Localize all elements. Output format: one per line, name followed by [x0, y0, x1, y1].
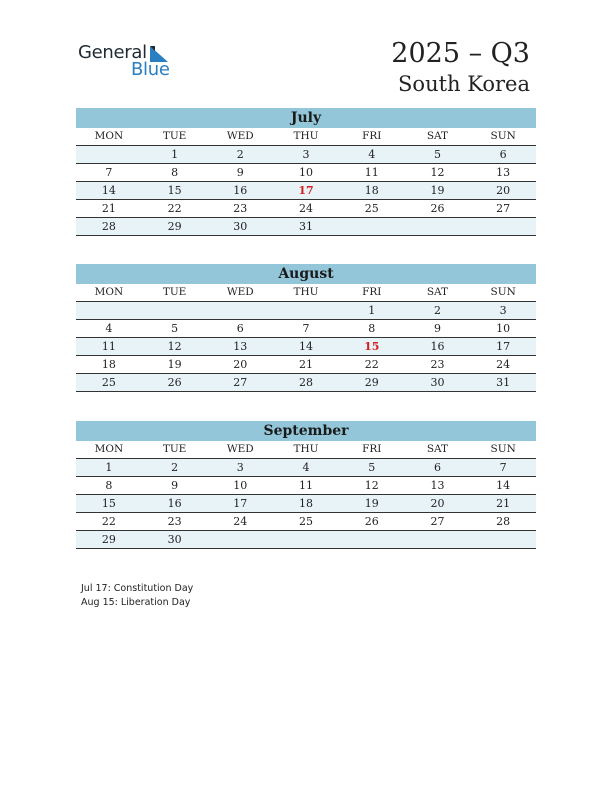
date-cell [76, 146, 142, 163]
date-cell [405, 218, 471, 235]
date-cell: 25 [299, 515, 314, 528]
weekday-label: SAT [426, 130, 449, 142]
weekday-label: SAT [426, 286, 449, 298]
weekday-label: MON [94, 286, 124, 298]
date-cell: 9 [433, 322, 441, 335]
date-cell: 9 [236, 166, 244, 179]
week-row [76, 146, 536, 164]
date-cell: 10 [496, 322, 511, 335]
weekday-label: SUN [490, 286, 516, 298]
date-cell: 2 [171, 461, 179, 474]
weekday-label: MON [94, 443, 124, 455]
date-cell [273, 531, 339, 548]
date-cell: 21 [496, 497, 511, 510]
date-cell: 3 [302, 148, 310, 161]
date-cell: 30 [233, 220, 248, 233]
weekday-label: SUN [490, 443, 516, 455]
week-row [76, 495, 536, 513]
date-cell: 24 [496, 358, 511, 371]
date-cell: 12 [430, 166, 445, 179]
date-cell: 31 [496, 376, 511, 389]
date-cell [76, 302, 142, 319]
weekday-label: WED [226, 443, 254, 455]
date-cell: 28 [299, 376, 314, 389]
date-cell: 19 [364, 497, 379, 510]
date-cell: 27 [233, 376, 248, 389]
date-cell: 11 [364, 166, 379, 179]
week-row [76, 531, 536, 549]
weekday-label: TUE [162, 130, 187, 142]
date-cell: 2 [433, 304, 441, 317]
date-cell: 5 [368, 461, 376, 474]
holiday-note: Aug 15: Liberation Day [81, 597, 191, 608]
date-cell: 21 [299, 358, 314, 371]
date-cell [339, 531, 405, 548]
date-cell: 15 [167, 184, 182, 197]
week-row [76, 513, 536, 531]
date-cell: 6 [433, 461, 441, 474]
date-cell: 25 [364, 202, 379, 215]
weekday-label: WED [226, 286, 254, 298]
date-cell: 18 [299, 497, 314, 510]
date-cell: 16 [167, 497, 182, 510]
date-cell: 5 [433, 148, 441, 161]
date-cell: 1 [368, 304, 376, 317]
date-cell: 1 [171, 148, 179, 161]
week-row [76, 374, 536, 392]
date-cell: 16 [233, 184, 248, 197]
date-cell: 5 [171, 322, 179, 335]
generalblue-logo [78, 42, 178, 82]
weekday-label: FRI [362, 443, 382, 455]
weekday-label: THU [293, 286, 319, 298]
date-cell [470, 218, 536, 235]
date-cell: 24 [299, 202, 314, 215]
weekday-label: SUN [490, 130, 516, 142]
date-cell: 2 [236, 148, 244, 161]
holiday-date-cell: 17 [298, 184, 314, 197]
month-name: July [76, 108, 536, 128]
date-cell: 20 [233, 358, 248, 371]
date-cell: 20 [430, 497, 445, 510]
date-cell: 7 [105, 166, 113, 179]
week-row [76, 302, 536, 320]
date-cell: 13 [233, 340, 248, 353]
week-row [76, 356, 536, 374]
date-cell: 28 [101, 220, 116, 233]
month-september [76, 421, 536, 549]
date-cell [405, 531, 471, 548]
date-cell: 25 [101, 376, 116, 389]
date-cell: 27 [430, 515, 445, 528]
date-cell: 29 [364, 376, 379, 389]
week-row [76, 218, 536, 236]
week-row [76, 164, 536, 182]
date-cell: 18 [364, 184, 379, 197]
date-cell: 4 [105, 322, 113, 335]
date-cell: 11 [101, 340, 116, 353]
date-cell: 9 [171, 479, 179, 492]
weekday-label: SAT [426, 443, 449, 455]
date-cell: 8 [171, 166, 179, 179]
weekday-header-row [76, 441, 536, 459]
date-cell [470, 531, 536, 548]
date-cell: 19 [167, 358, 182, 371]
date-cell: 22 [364, 358, 379, 371]
date-cell [207, 531, 273, 548]
date-cell: 30 [167, 533, 182, 546]
date-cell: 26 [364, 515, 379, 528]
month-name: August [76, 264, 536, 284]
weekday-label: TUE [162, 443, 187, 455]
holiday-notes [81, 582, 193, 610]
date-cell: 7 [499, 461, 507, 474]
date-cell: 22 [167, 202, 182, 215]
date-cell: 14 [101, 184, 116, 197]
date-cell: 20 [496, 184, 511, 197]
date-cell: 21 [101, 202, 116, 215]
weekday-label: THU [293, 130, 319, 142]
date-cell: 10 [233, 479, 248, 492]
date-cell: 12 [167, 340, 182, 353]
date-cell: 23 [167, 515, 182, 528]
date-cell: 31 [299, 220, 314, 233]
date-cell: 23 [430, 358, 445, 371]
date-cell: 10 [299, 166, 314, 179]
date-cell: 6 [499, 148, 507, 161]
date-cell: 6 [236, 322, 244, 335]
date-cell: 17 [233, 497, 248, 510]
page-title: 2025 – Q3 [391, 38, 530, 69]
date-cell: 29 [101, 533, 116, 546]
date-cell: 7 [302, 322, 310, 335]
date-cell [339, 218, 405, 235]
month-august [76, 264, 536, 392]
date-cell: 13 [496, 166, 511, 179]
week-row [76, 320, 536, 338]
date-cell: 26 [430, 202, 445, 215]
weekday-label: MON [94, 130, 124, 142]
date-cell [207, 302, 273, 319]
date-cell: 3 [236, 461, 244, 474]
holiday-date-cell: 15 [364, 340, 380, 353]
date-cell: 22 [101, 515, 116, 528]
date-cell: 1 [105, 461, 113, 474]
date-cell: 19 [430, 184, 445, 197]
date-cell: 26 [167, 376, 182, 389]
week-row [76, 200, 536, 218]
date-cell: 8 [368, 322, 376, 335]
week-row [76, 182, 536, 200]
weekday-label: WED [226, 130, 254, 142]
week-row [76, 477, 536, 495]
date-cell: 27 [496, 202, 511, 215]
date-cell: 8 [105, 479, 113, 492]
weekday-header-row [76, 284, 536, 302]
weekday-label: FRI [362, 286, 382, 298]
month-july [76, 108, 536, 236]
date-cell: 15 [101, 497, 116, 510]
month-name: September [76, 421, 536, 441]
week-row [76, 338, 536, 356]
date-cell: 13 [430, 479, 445, 492]
date-cell: 14 [496, 479, 511, 492]
date-cell: 4 [368, 148, 376, 161]
date-cell: 24 [233, 515, 248, 528]
weekday-label: TUE [162, 286, 187, 298]
date-cell: 17 [496, 340, 511, 353]
date-cell: 14 [299, 340, 314, 353]
date-cell: 18 [101, 358, 116, 371]
date-cell: 12 [364, 479, 379, 492]
weekday-label: THU [293, 443, 319, 455]
date-cell: 29 [167, 220, 182, 233]
date-cell: 4 [302, 461, 310, 474]
date-cell: 3 [499, 304, 507, 317]
logo-word-blue: Blue [131, 59, 170, 80]
date-cell [142, 302, 208, 319]
week-row [76, 459, 536, 477]
holiday-note: Jul 17: Constitution Day [81, 583, 194, 594]
country-subtitle: South Korea [398, 72, 530, 96]
date-cell: 11 [299, 479, 314, 492]
logo-word-general: General [78, 42, 147, 63]
date-cell: 30 [430, 376, 445, 389]
date-cell: 16 [430, 340, 445, 353]
date-cell [273, 302, 339, 319]
weekday-header-row [76, 128, 536, 146]
date-cell: 23 [233, 202, 248, 215]
weekday-label: FRI [362, 130, 382, 142]
date-cell: 28 [496, 515, 511, 528]
